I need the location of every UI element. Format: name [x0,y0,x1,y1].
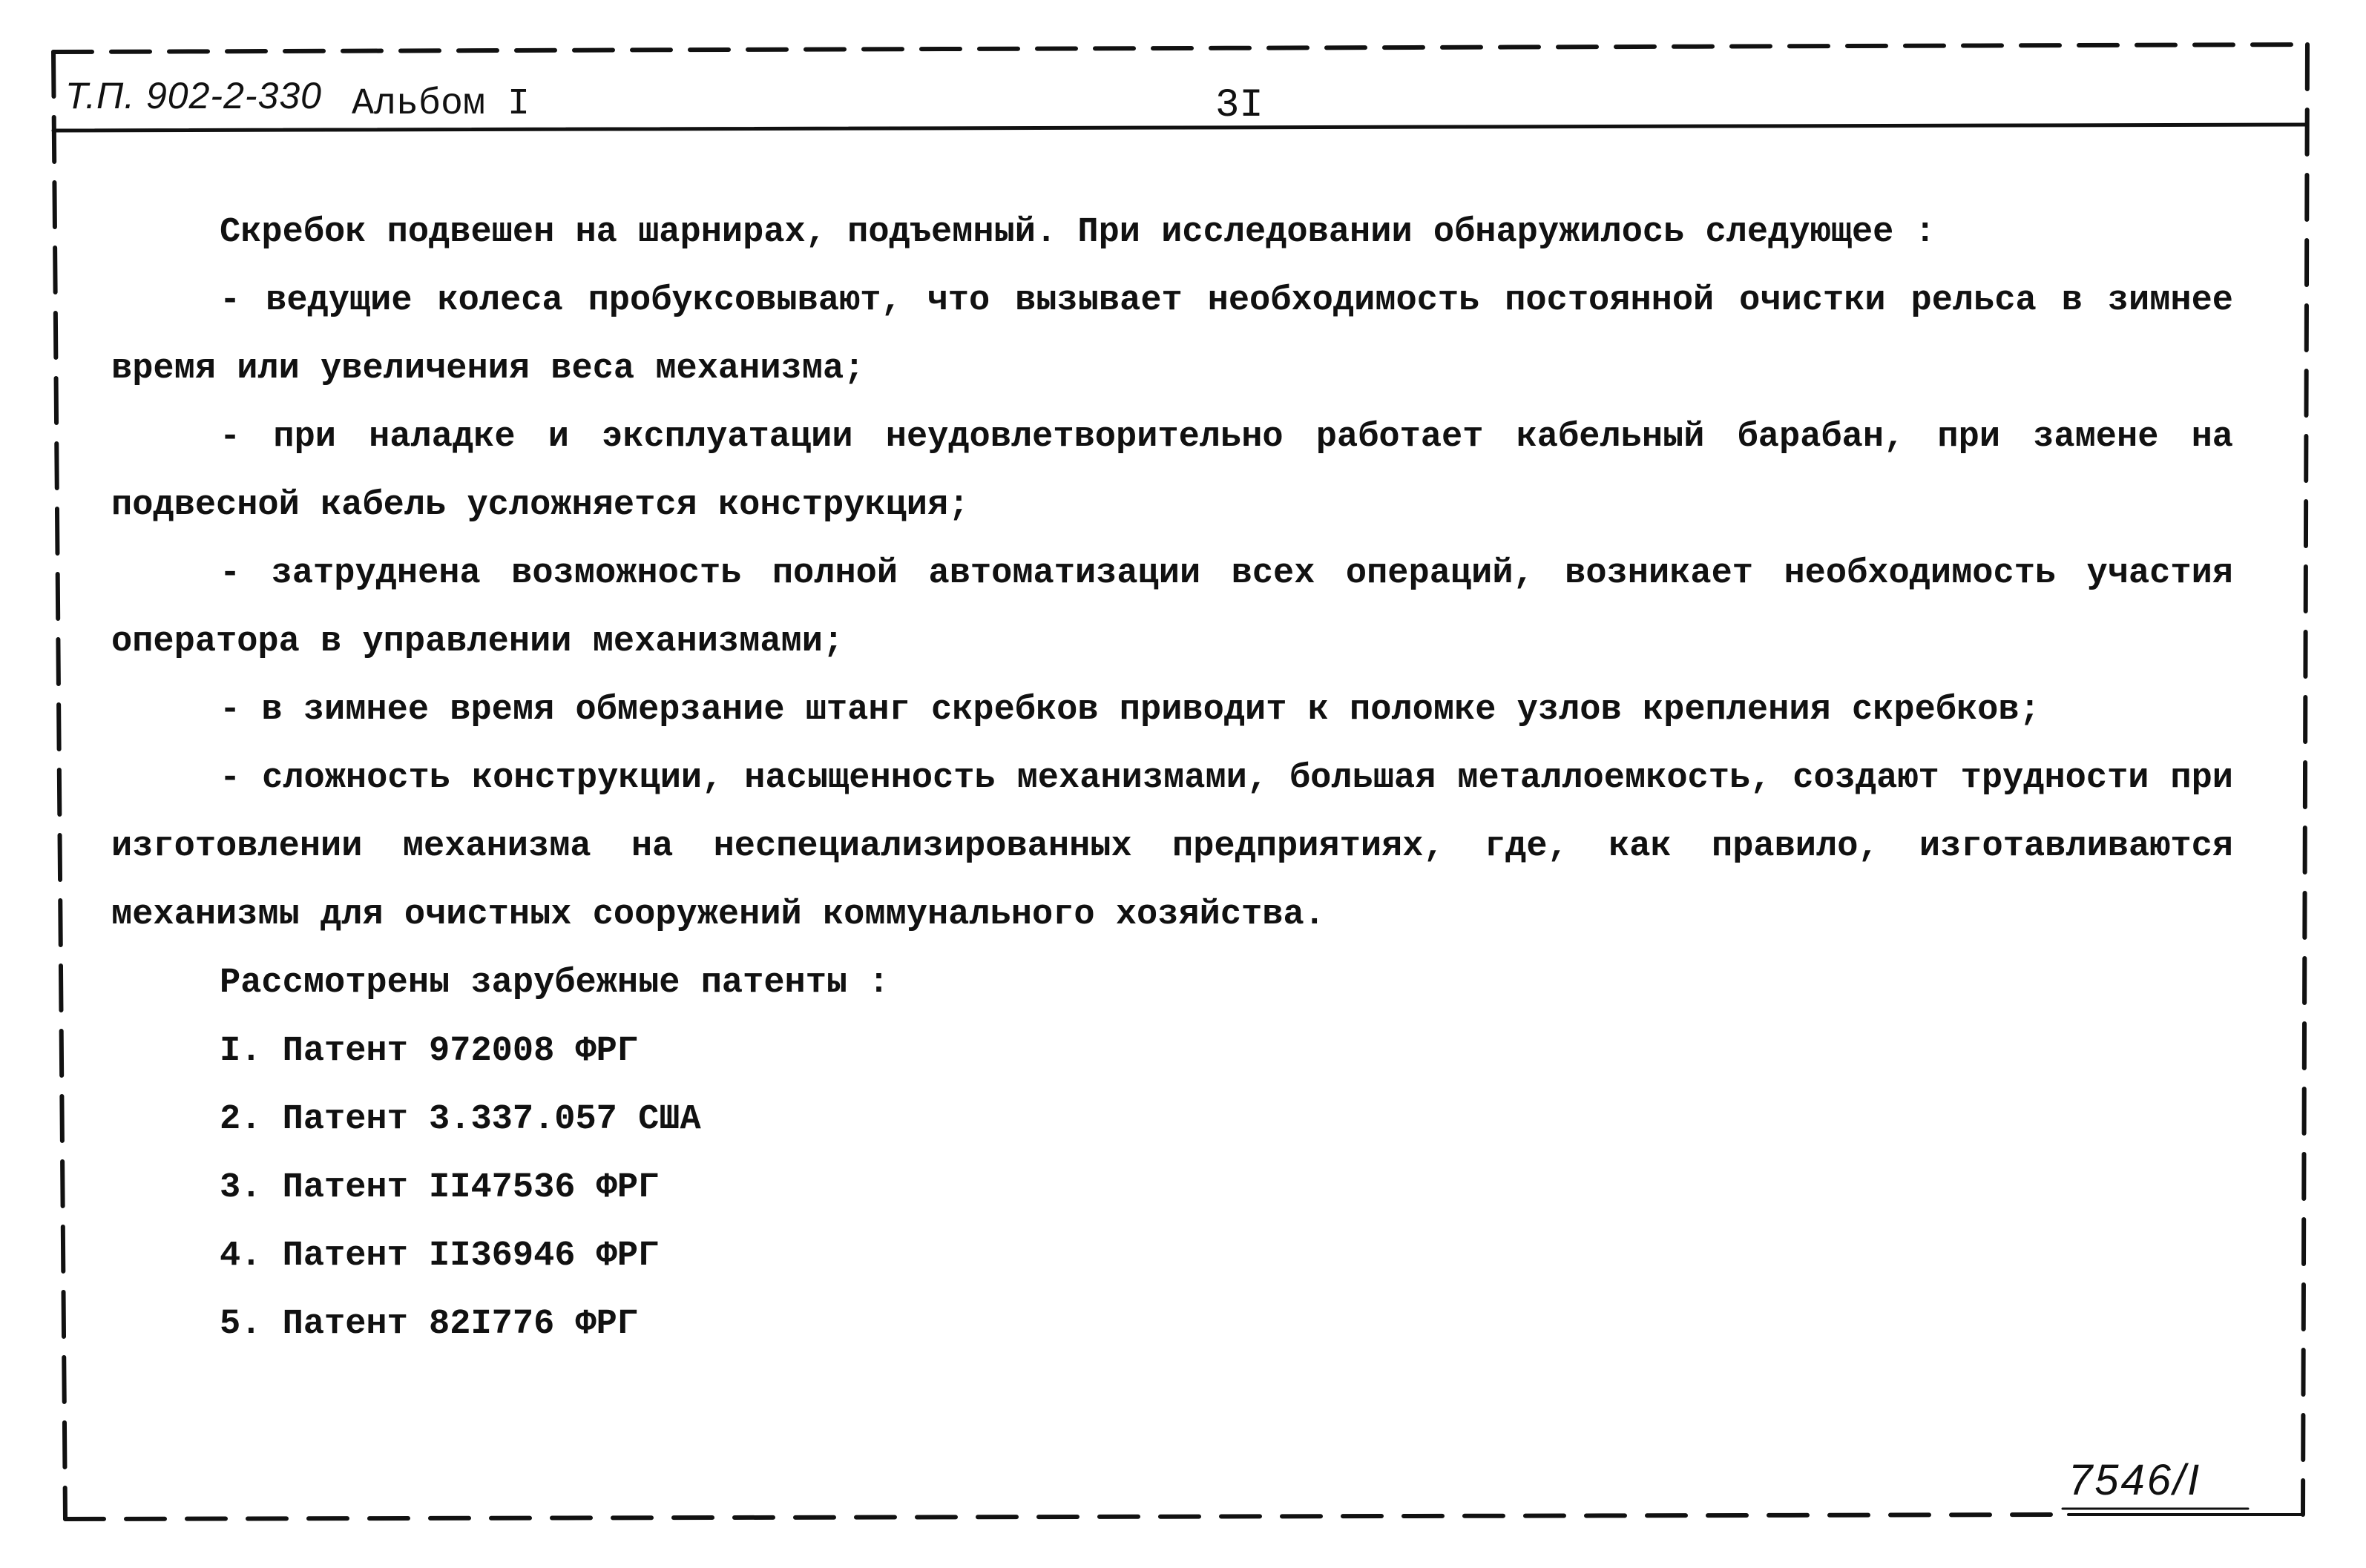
paragraph-wheels: - ведущие колеса пробуксовывают, что вызывает необходимость постоянной очистки рельса в зимнее время или увеличения веса механизма; [111,281,2233,389]
page-number: 3I [1215,83,1263,128]
paragraph-patents-intro: Рассмотрены зарубежные патенты : [220,963,890,1003]
paragraph-freezing: - в зимнее время обмерзание штанг скребков приводит к поломке узлов крепления скребков; [220,691,2040,730]
patent-item: 2. Патент 3.337.057 США [220,1100,701,1139]
patent-item: I. Патент 972008 ФРГ [220,1032,639,1071]
document-code: Т.П. 902-2-330 [65,75,322,116]
patent-item: 5. Патент 82I776 ФРГ [220,1305,639,1344]
album-label: Альбом I [352,83,530,125]
patent-list [111,1018,2233,1359]
body-text [111,199,2233,1359]
paragraph-automation: - затруднена возможность полной автоматизации всех операций, возникает необходимость участия оператора в управлении механизмами; [111,554,2233,662]
paragraph-complexity: - сложность конструкции, насыщенность механизмами, большая металлоемкость, создают трудности при изготовлении механизма на неспециализированных предприятиях, где, как правило, изготавливаются механизмы для очистных сооружений коммунального хозяйства. [111,759,2233,935]
sheet-number: 7546/I [2068,1456,2202,1504]
paragraph-intro: Скребок подвешен на шарнирах, подъемный. При исследовании обнаружилось следующее : [220,213,1936,252]
paragraph-cable-drum: - при наладке и эксплуатации неудовлетворительно работает кабельный барабан, при замене на подвесной кабель усложняется конструкция; [111,418,2233,525]
patent-item: 3. Патент II47536 ФРГ [220,1168,660,1208]
patent-item: 4. Патент II36946 ФРГ [220,1236,660,1276]
